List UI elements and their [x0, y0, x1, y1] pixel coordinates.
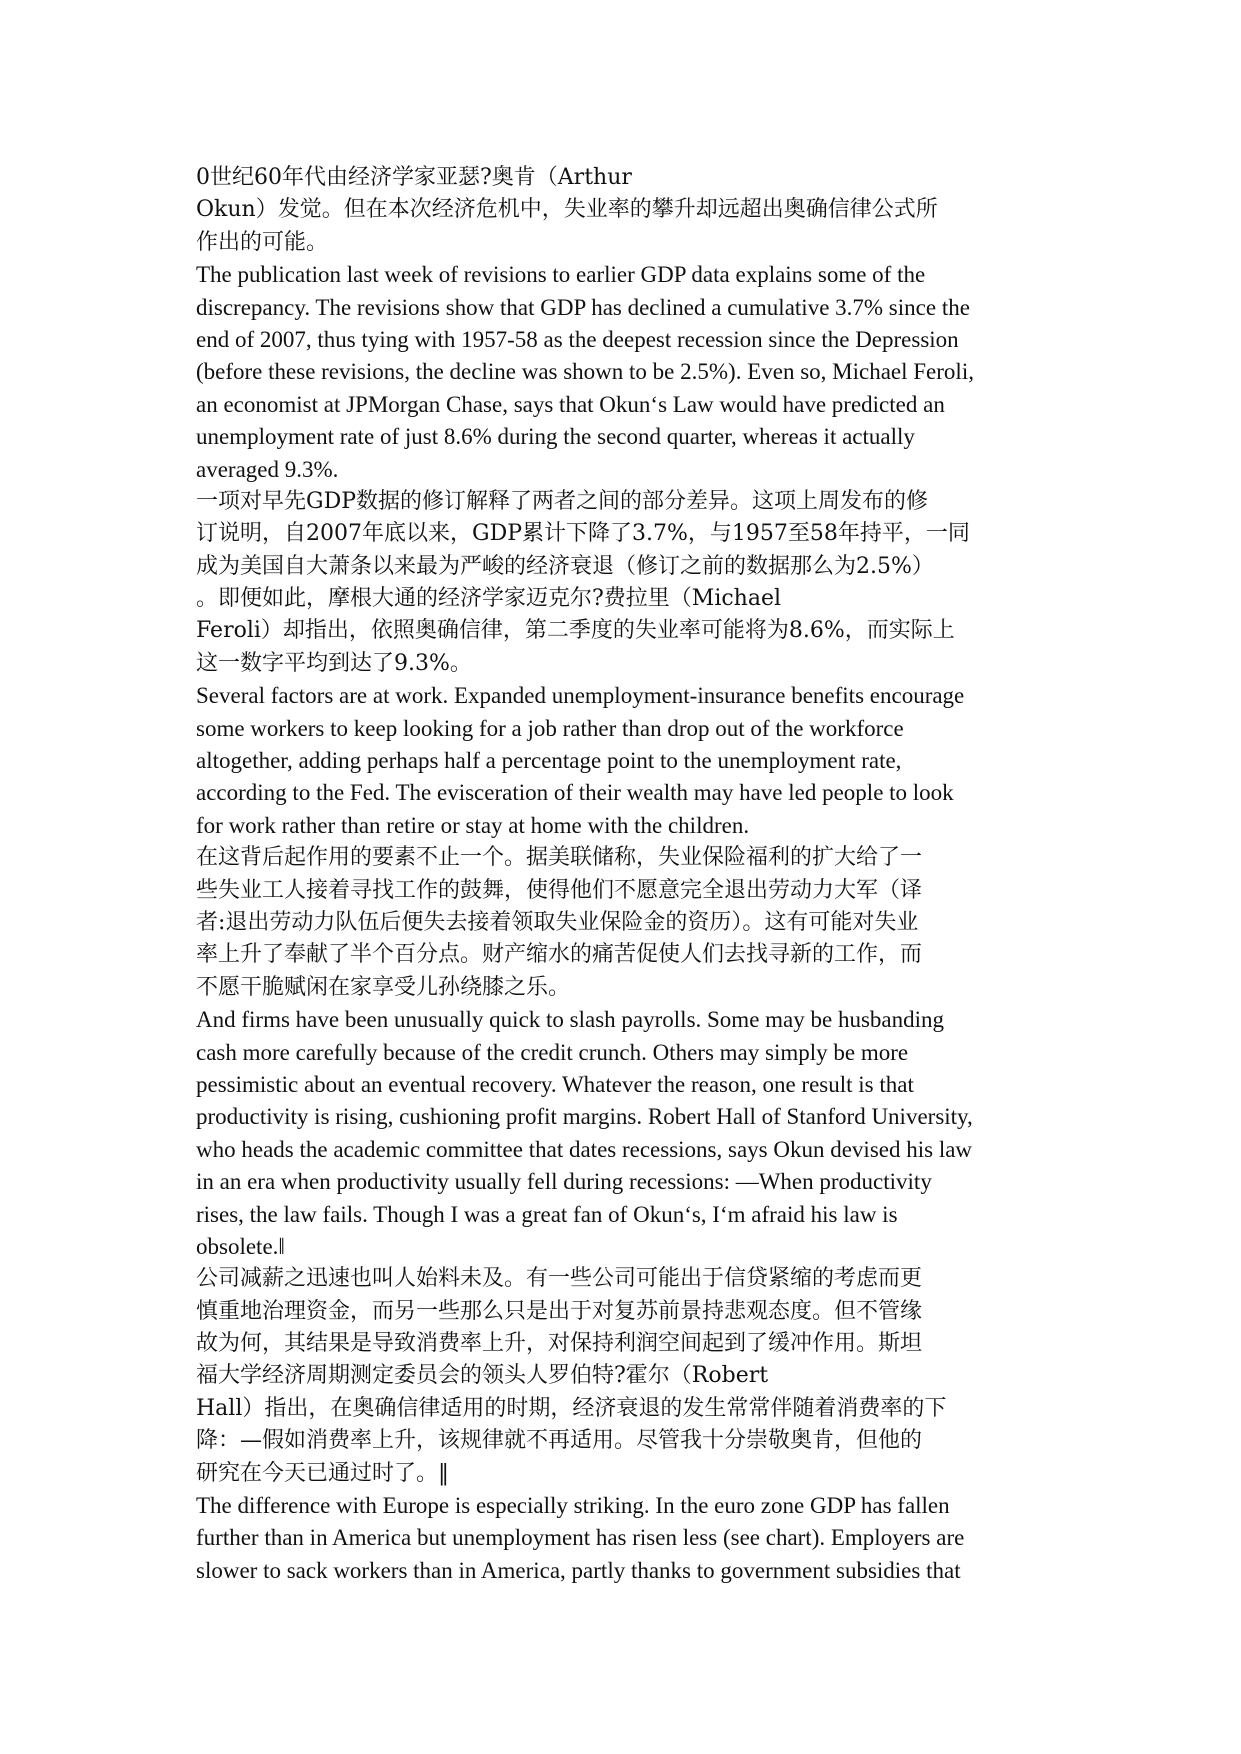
- text-line: 公司减薪之迅速也叫人始料未及。有一些公司可能出于信贷紧缩的考虑而更: [196, 1266, 923, 1292]
- text-line: 这一数字平均到达了9.3%。: [196, 650, 472, 676]
- text-line: 故为何，其结果是导致消费率上升，对保持利润空间起到了缓冲作用。斯坦: [196, 1331, 923, 1357]
- text-line: 成为美国自大萧条以来最为严峻的经济衰退（修订之前的数据那么为2.5%）: [196, 553, 934, 579]
- text-line: further than in America but unemployment has risen less (see chart). Employers are: [196, 1525, 965, 1551]
- text-line: altogether, adding perhaps half a percentage point to the unemployment rate,: [196, 748, 902, 774]
- text-line: 订说明，自2007年底以来，GDP累计下降了3.7%，与1957至58年持平，一同: [196, 521, 970, 547]
- text-line: The difference with Europe is especially striking. In the euro zone GDP has fallen: [196, 1493, 950, 1519]
- text-line: 降：—假如消费率上升，该规律就不再适用。尽管我十分崇敬奥肯，但他的: [196, 1428, 923, 1454]
- text-line: averaged 9.3%.: [196, 456, 339, 482]
- paragraph-english: [196, 1004, 1076, 1263]
- paragraph-chinese: [196, 842, 1076, 1004]
- text-line: productivity is rising, cushioning profit margins. Robert Hall of Stanford University,: [196, 1104, 973, 1130]
- text-line: slower to sack workers than in America, partly thanks to government subsidies that: [196, 1557, 961, 1583]
- text-line: 慎重地治理资金，而另一些那么只是出于对复苏前景持悲观态度。但不管缘: [196, 1298, 923, 1324]
- paragraph-chinese: [196, 486, 1076, 680]
- text-line: pessimistic about an eventual recovery. Whatever the reason, one result is that: [196, 1071, 914, 1097]
- text-line: end of 2007, thus tying with 1957-58 as the deepest recession since the Depression: [196, 326, 959, 352]
- text-line: an economist at JPMorgan Chase, says that Okun‘s Law would have predicted an: [196, 391, 945, 417]
- text-line: Okun）发觉。但在本次经济危机中，失业率的攀升却远超出奥确信律公式所: [196, 197, 938, 223]
- text-line: Hall）指出，在奥确信律适用的时期，经济衰退的发生常常伴随着消费率的下: [196, 1395, 947, 1421]
- text-line: for work rather than retire or stay at home with the children.: [196, 812, 750, 838]
- text-line: Several factors are at work. Expanded unemployment-insurance benefits encourage: [196, 683, 965, 709]
- paragraph-chinese: [196, 1263, 1076, 1490]
- text-line: 些失业工人接着寻找工作的鼓舞，使得他们不愿意完全退出劳动力大军（译: [196, 877, 923, 903]
- text-line: some workers to keep looking for a job rather than drop out of the workforce: [196, 715, 904, 741]
- text-line: in an era when productivity usually fell during recessions: —When productivity: [196, 1169, 932, 1195]
- text-line: 福大学经济周期测定委员会的领头人罗伯特?霍尔（Robert: [196, 1363, 769, 1389]
- text-line: 一项对早先GDP数据的修订解释了两者之间的部分差异。这项上周发布的修: [196, 488, 929, 514]
- text-line: cash more carefully because of the credit crunch. Others may simply be more: [196, 1039, 909, 1065]
- paragraph-english: [196, 259, 1076, 486]
- document-page: [196, 162, 1076, 1587]
- text-line: 率上升了奉献了半个百分点。财产缩水的痛苦促使人们去找寻新的工作，而: [196, 942, 923, 968]
- text-line: Feroli）却指出，依照奥确信律，第二季度的失业率可能将为8.6%，而实际上: [196, 618, 955, 644]
- text-line: obsolete.‖: [196, 1233, 285, 1259]
- text-line: 作出的可能。: [196, 229, 329, 255]
- text-line: 者:退出劳动力队伍后便失去接着领取失业保险金的资历）。这有可能对失业: [196, 909, 919, 935]
- text-line: And firms have been unusually quick to slash payrolls. Some may be husbanding: [196, 1007, 945, 1033]
- text-line: rises, the law fails. Though I was a great fan of Okun‘s, I‘m afraid his law is: [196, 1201, 898, 1227]
- text-line: who heads the academic committee that dates recessions, says Okun devised his law: [196, 1136, 973, 1162]
- text-line: (before these revisions, the decline was shown to be 2.5%). Even so, Michael Feroli,: [196, 359, 974, 385]
- paragraph-english: [196, 680, 1076, 842]
- text-line: unemployment rate of just 8.6% during the second quarter, whereas it actually: [196, 424, 915, 450]
- text-line: discrepancy. The revisions show that GDP has declined a cumulative 3.7% since the: [196, 294, 970, 320]
- text-line: 。即便如此，摩根大通的经济学家迈克尔?费拉里（Michael: [196, 586, 782, 612]
- text-line: 不愿干脆赋闲在家享受儿孙绕膝之乐。: [196, 974, 571, 1000]
- text-line: The publication last week of revisions to earlier GDP data explains some of the: [196, 262, 926, 288]
- paragraph-english: [196, 1490, 1076, 1587]
- text-line: 0世纪60年代由经济学家亚瑟?奥肯（Arthur: [196, 165, 632, 190]
- text-line: according to the Fed. The evisceration of their wealth may have led people to look: [196, 780, 954, 806]
- text-line: 研究在今天已通过时了。‖: [196, 1460, 450, 1486]
- paragraph-chinese: [196, 162, 1076, 259]
- text-line: 在这背后起作用的要素不止一个。据美联储称，失业保险福利的扩大给了一: [196, 845, 923, 871]
